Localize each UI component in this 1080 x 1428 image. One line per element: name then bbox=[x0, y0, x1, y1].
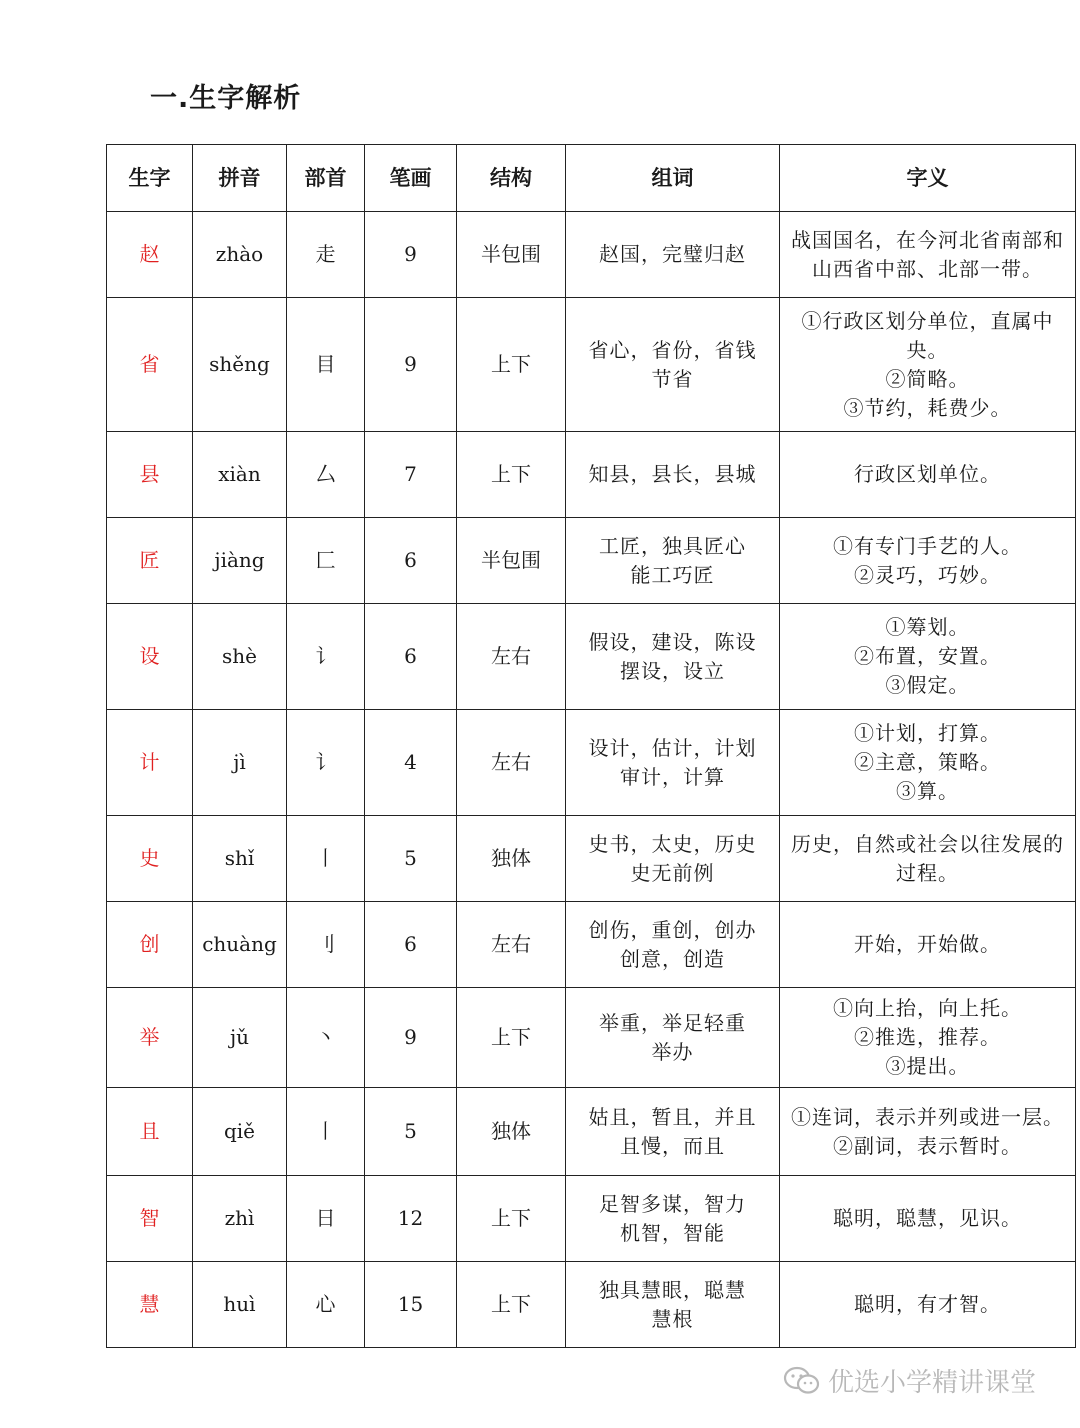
cell-meaning bbox=[780, 902, 1076, 988]
cell-structure: 上下 bbox=[457, 298, 566, 432]
meaning-line: 聪明，有才智。 bbox=[854, 1292, 1001, 1316]
cell-words bbox=[566, 710, 780, 816]
table-row bbox=[107, 212, 1076, 298]
cell-structure: 上下 bbox=[457, 988, 566, 1088]
cell-strokes: 9 bbox=[365, 212, 457, 298]
words-line: 机智，智能 bbox=[620, 1220, 725, 1245]
cell-words bbox=[566, 518, 780, 604]
cell-char: 且 bbox=[107, 1088, 193, 1176]
meaning-line: ①行政区划分单位，直属中央。 bbox=[801, 308, 1054, 362]
cell-radical: 目 bbox=[287, 298, 365, 432]
cell-pinyin: shǐ bbox=[193, 816, 287, 902]
header-pinyin: 拼音 bbox=[193, 145, 287, 212]
meaning-line: 历史，自然或社会以往发展的过程。 bbox=[791, 831, 1064, 885]
cell-structure: 左右 bbox=[457, 710, 566, 816]
meaning-line: ②推选，推荐。 bbox=[854, 1025, 1001, 1049]
cell-pinyin: shěng bbox=[193, 298, 287, 432]
table-row bbox=[107, 518, 1076, 604]
cell-words bbox=[566, 988, 780, 1088]
cell-structure: 半包围 bbox=[457, 212, 566, 298]
words-line: 足智多谋，智力 bbox=[599, 1191, 746, 1216]
cell-pinyin: xiàn bbox=[193, 432, 287, 518]
meaning-line: ①连词，表示并列或进一层。 bbox=[791, 1104, 1064, 1129]
cell-meaning bbox=[780, 212, 1076, 298]
cell-radical: 厶 bbox=[287, 432, 365, 518]
cell-radical: 匚 bbox=[287, 518, 365, 604]
meaning-line: ③假定。 bbox=[885, 673, 970, 697]
cell-strokes: 7 bbox=[365, 432, 457, 518]
meaning-line: ②灵巧，巧妙。 bbox=[854, 562, 1001, 587]
words-line: 举办 bbox=[651, 1039, 694, 1064]
header-structure: 结构 bbox=[457, 145, 566, 212]
meaning-line: ①向上抬，向上托。 bbox=[833, 996, 1022, 1020]
table-row bbox=[107, 1088, 1076, 1176]
cell-strokes: 9 bbox=[365, 298, 457, 432]
cell-words bbox=[566, 432, 780, 518]
meaning-line: 聪明，聪慧，见识。 bbox=[833, 1206, 1022, 1230]
words-line: 知县，县长，县城 bbox=[588, 462, 757, 486]
watermark-text: 优选小学精讲课堂 bbox=[828, 1368, 1037, 1398]
cell-meaning bbox=[780, 710, 1076, 816]
cell-radical: 日 bbox=[287, 1176, 365, 1262]
wechat-icon bbox=[782, 1365, 822, 1397]
words-line: 举重，举足轻重 bbox=[599, 1010, 746, 1035]
cell-strokes: 6 bbox=[365, 604, 457, 710]
cell-pinyin: chuàng bbox=[193, 902, 287, 988]
cell-radical: 丨 bbox=[287, 1088, 365, 1176]
cell-meaning bbox=[780, 604, 1076, 710]
cell-pinyin: zhào bbox=[193, 212, 287, 298]
cell-structure: 半包围 bbox=[457, 518, 566, 604]
words-line: 姑且，暂且，并且 bbox=[588, 1104, 757, 1129]
cell-structure: 上下 bbox=[457, 1176, 566, 1262]
words-line: 假设，建设，陈设 bbox=[588, 629, 757, 654]
cell-meaning bbox=[780, 988, 1076, 1088]
header-meaning: 字义 bbox=[780, 145, 1076, 212]
words-line: 能工巧匠 bbox=[630, 562, 715, 587]
cell-meaning bbox=[780, 1262, 1076, 1348]
table-row bbox=[107, 432, 1076, 518]
cell-radical: 心 bbox=[287, 1262, 365, 1348]
words-line: 设计，估计，计划 bbox=[588, 735, 757, 760]
meaning-line: ②简略。 bbox=[885, 366, 970, 391]
header-words: 组词 bbox=[566, 145, 780, 212]
words-line: 创伤，重创，创办 bbox=[588, 917, 757, 942]
cell-radical: 丨 bbox=[287, 816, 365, 902]
cell-strokes: 5 bbox=[365, 1088, 457, 1176]
cell-radical: 丶 bbox=[287, 988, 365, 1088]
cell-pinyin: qiě bbox=[193, 1088, 287, 1176]
words-line: 审计，计算 bbox=[620, 764, 725, 789]
table-row bbox=[107, 710, 1076, 816]
cell-pinyin: jiàng bbox=[193, 518, 287, 604]
table-row bbox=[107, 816, 1076, 902]
table-row bbox=[107, 902, 1076, 988]
cell-char: 智 bbox=[107, 1176, 193, 1262]
cell-char: 县 bbox=[107, 432, 193, 518]
table-row bbox=[107, 1262, 1076, 1348]
cell-strokes: 6 bbox=[365, 902, 457, 988]
header-radical: 部首 bbox=[287, 145, 365, 212]
cell-words bbox=[566, 1088, 780, 1176]
cell-strokes: 12 bbox=[365, 1176, 457, 1262]
cell-strokes: 9 bbox=[365, 988, 457, 1088]
cell-radical: 讠 bbox=[287, 710, 365, 816]
cell-char: 慧 bbox=[107, 1262, 193, 1348]
table-header-row bbox=[107, 145, 1076, 212]
cell-char: 创 bbox=[107, 902, 193, 988]
words-line: 节省 bbox=[651, 366, 694, 391]
cell-meaning bbox=[780, 1088, 1076, 1176]
cell-words bbox=[566, 902, 780, 988]
meaning-line: ①筹划。 bbox=[885, 615, 970, 639]
meaning-line: ③算。 bbox=[896, 779, 959, 803]
header-strokes: 笔画 bbox=[365, 145, 457, 212]
words-line: 独具慧眼，聪慧 bbox=[599, 1277, 746, 1302]
words-line: 史书，太史，历史 bbox=[588, 831, 757, 856]
cell-char: 省 bbox=[107, 298, 193, 432]
words-line: 慧根 bbox=[651, 1306, 694, 1331]
cell-pinyin: jì bbox=[193, 710, 287, 816]
cell-strokes: 4 bbox=[365, 710, 457, 816]
words-line: 工匠，独具匠心 bbox=[599, 533, 746, 558]
cell-char: 赵 bbox=[107, 212, 193, 298]
cell-radical: 刂 bbox=[287, 902, 365, 988]
character-table bbox=[106, 144, 1076, 1348]
cell-meaning bbox=[780, 816, 1076, 902]
cell-char: 匠 bbox=[107, 518, 193, 604]
words-line: 且慢，而且 bbox=[620, 1133, 725, 1158]
cell-meaning bbox=[780, 1176, 1076, 1262]
cell-pinyin: jǔ bbox=[193, 988, 287, 1088]
cell-meaning bbox=[780, 518, 1076, 604]
cell-strokes: 15 bbox=[365, 1262, 457, 1348]
meaning-line: ①有专门手艺的人。 bbox=[833, 533, 1022, 558]
meaning-line: ②副词，表示暂时。 bbox=[833, 1133, 1022, 1158]
meaning-line: 战国国名，在今河北省南部和山西省中部、北部一带。 bbox=[791, 227, 1064, 281]
meaning-line: ③提出。 bbox=[885, 1054, 970, 1078]
cell-radical: 讠 bbox=[287, 604, 365, 710]
words-line: 摆设，设立 bbox=[620, 658, 725, 683]
cell-radical: 走 bbox=[287, 212, 365, 298]
cell-meaning bbox=[780, 298, 1076, 432]
watermark bbox=[782, 1362, 1036, 1399]
cell-structure: 上下 bbox=[457, 432, 566, 518]
cell-structure: 独体 bbox=[457, 1088, 566, 1176]
cell-pinyin: shè bbox=[193, 604, 287, 710]
meaning-line: 行政区划单位。 bbox=[854, 462, 1001, 486]
words-line: 省心，省份，省钱 bbox=[588, 337, 757, 362]
cell-meaning bbox=[780, 432, 1076, 518]
cell-structure: 上下 bbox=[457, 1262, 566, 1348]
cell-words bbox=[566, 1176, 780, 1262]
words-line: 创意，创造 bbox=[620, 946, 725, 971]
cell-strokes: 6 bbox=[365, 518, 457, 604]
cell-structure: 左右 bbox=[457, 902, 566, 988]
cell-words bbox=[566, 298, 780, 432]
meaning-line: ①计划，打算。 bbox=[854, 721, 1001, 745]
meaning-line: ③节约，耗费少。 bbox=[843, 395, 1012, 420]
cell-char: 设 bbox=[107, 604, 193, 710]
words-line: 史无前例 bbox=[630, 860, 715, 885]
table-row bbox=[107, 298, 1076, 432]
cell-char: 举 bbox=[107, 988, 193, 1088]
section-title: 一.生字解析 bbox=[150, 83, 302, 114]
cell-char: 史 bbox=[107, 816, 193, 902]
cell-words bbox=[566, 212, 780, 298]
cell-structure: 左右 bbox=[457, 604, 566, 710]
cell-structure: 独体 bbox=[457, 816, 566, 902]
cell-pinyin: zhì bbox=[193, 1176, 287, 1262]
table-row bbox=[107, 988, 1076, 1088]
meaning-line: ②主意，策略。 bbox=[854, 750, 1001, 774]
cell-strokes: 5 bbox=[365, 816, 457, 902]
cell-words bbox=[566, 604, 780, 710]
header-char: 生字 bbox=[107, 145, 193, 212]
meaning-line: ②布置，安置。 bbox=[854, 644, 1001, 668]
cell-pinyin: huì bbox=[193, 1262, 287, 1348]
cell-char: 计 bbox=[107, 710, 193, 816]
table-row bbox=[107, 604, 1076, 710]
cell-words bbox=[566, 1262, 780, 1348]
words-line: 赵国，完璧归赵 bbox=[599, 242, 746, 266]
cell-words bbox=[566, 816, 780, 902]
meaning-line: 开始，开始做。 bbox=[854, 932, 1001, 956]
table-row bbox=[107, 1176, 1076, 1262]
